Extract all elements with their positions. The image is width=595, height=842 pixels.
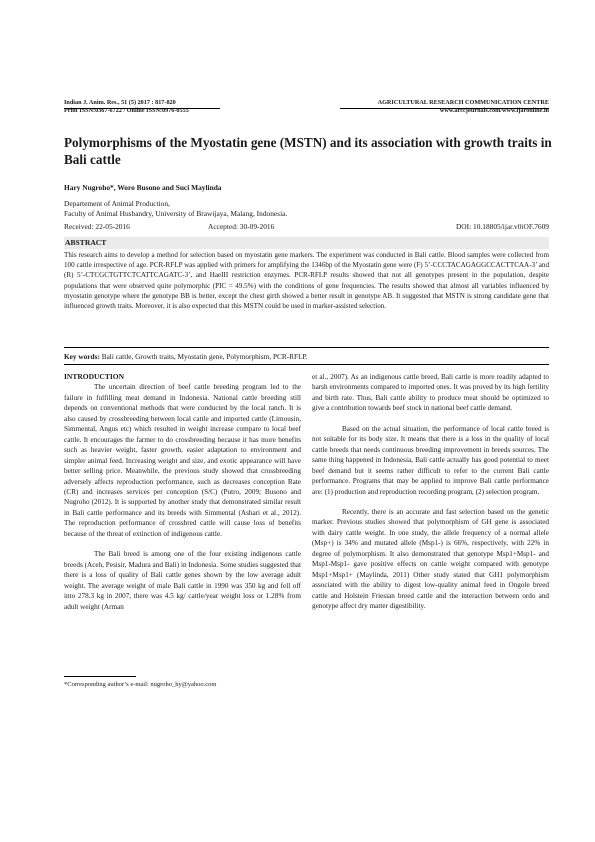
right-paragraph-3: Recently, there is an accurate and fast selection based on the genetic marker. Previous studies showed that polymorphism of GH gene is associated with dairy cattle weight. In one study, the allele frequency of a normal allele (Msp+) is 34% and mutated allele (Msp1-) is 66%, respectively, with 22% in degree of polymorphism. It also demonstrated that genotype Msp1+Msp1- and Msp1-Msp1- gave positive effects on cattle weight compared with genotype Msp1+Msp1+ (Maylinda, 2011) Other study stated that GH1 polymorphism associated with the ability to digest low-quality animal feed in Ongole breed cattle and Holstein Friesian breed cattle and the interaction between ordo and genotype affect dry matter digestibility.	[312, 507, 549, 611]
abstract-rule-top	[64, 347, 549, 348]
publisher-name: AGRICULTURAL RESEARCH COMMUNICATION CENTRE	[377, 99, 549, 106]
article-title: Polymorphisms of the Myostatin gene (MSTN) and its association with growth traits in Bali cattle	[64, 135, 552, 167]
doi: DOI: 10.18805/ijar.v0iOF.7609	[455, 222, 549, 231]
left-column	[64, 372, 301, 612]
left-paragraph-1: The uncertain direction of beef cattle breeding program led to the failure in fulfilling meat demand in Indonesia. National cattle breeding still depends on conventional methods that were conducted by the local ranch. It is also caused by crossbreeding between local cattle and imported cattle (Limousin, Simmental, Angus etc) which resulted in weight increase compare to local beef cattle. It encourages the farmer to do crossbreeding because it has more benefits such as heavier weight, faster growth, easier adaptation to environment and simpler animal feed. Increasing weight and size, and exotic appearance will have better selling price. Meanwhile, the previous study showed that crossbreeding adversely affects reproduction performance, such as decreases conception Rate (CR) and increases services per conception (S/C) (Putro, 2009; Busono and Nugroho (2012). It is supported by another study that demonstrated similar result in Bali cattle performance and its breeds with Simmental (Ashari et al., 2012). The reproduction performance of crossbred cattle will cause loss of benefits because of the threat of extinction of indigenous cattle.	[64, 383, 301, 538]
affiliation	[64, 199, 287, 220]
affiliation-department: Departement of Animal Production,	[64, 199, 170, 208]
introduction-heading: INTRODUCTION	[64, 372, 125, 381]
abstract-heading-bar	[64, 237, 549, 249]
keywords-text: Bali cattle, Growth traits, Myostatin gene, Polymorphism, PCR-RFLP.	[99, 352, 308, 361]
left-paragraph-2: The Bali breed is among one of the four existing indigenous cattle breeds (Aceh, Pesisir, Madura and Bali) in Indonesia. Some studies suggested that there is a loss of quality of Bali cattle genes shown by the low average adult weight. The average weight of male Bali cattle in 1990 was 350 kg and fell off into 278.3 kg in 2007, there was 4.5 kg/ cattle/year weight loss or 1.28% from adult weight (Arman	[64, 550, 301, 611]
keywords-rule	[64, 364, 549, 365]
header-rule-right	[340, 108, 549, 109]
abstract-heading: ABSTRACT	[65, 238, 107, 247]
header-rule-left	[64, 108, 220, 109]
author-list: Hary Nugroho*, Woro Busono and Suci Maylinda	[64, 183, 222, 192]
issn-line: Print ISSN:0367-6722 / Online ISSN:0976-0555	[64, 107, 189, 115]
accepted-date: Accepted: 30-09-2016	[208, 222, 275, 231]
right-paragraph-2: Based on the actual situation, the performance of local cattle breed is not suitable for its body size. It means that there is a loss in the quality of local cattle breeds that needs continuous breeding improvement in breeds sources. The same thing happened in Indonesia, Bali cattle actually has good potential to meet beef demand but it seems rather difficult to refer to the current Bali cattle performance. Programs that may be applied to improve Bali cattle performance are: (1) production and reproduction recording program, (2) selection program.	[312, 424, 549, 496]
corresponding-author-footnote: *Corresponding author’s e-mail: nugroho_hy@yahoo.com	[64, 681, 217, 688]
keywords-label: Key words:	[64, 352, 100, 361]
received-date: Received: 22-05-2016	[64, 222, 130, 231]
right-column	[312, 372, 549, 612]
publisher-websites: www.arccjournals.com/www.ijaronline.in	[439, 107, 549, 115]
affiliation-faculty: Faculty of Animal Husbandry, University of Brawijaya, Malang, Indonesia.	[64, 209, 288, 219]
right-paragraph-1: et al., 2007). As an indigenous cattle breed, Bali cattle is more readily adapted to harsh environments compared to imported ones. It was proved by its high fertility and birth rate. Thus, Bali cattle ability to produce meat should be optimized to give a contribution towards beef stock in national beef cattle demand.	[312, 373, 549, 413]
footnote-rule	[64, 676, 136, 677]
abstract-text: This research aims to develop a method for selection based on myostatin gene markers. The experiment was conducted in Bali cattle. Blood samples were collected from 100 cattle irrespective of age. PCR-RFLP was applied with primers for amplifying the 1346bp of the Myostatin gene were (F) 5’-CCCTACAGAGGCCACTTCAA-3’ and (R) 5’-CTCGCTGTTCTCATTCAGATC-3’, and HaeIII restriction enzymes. PCR-RFLP results showed that not all genotypes present in the population, despite populations that were observed quite polymorphic (PIC = 49.5%) with the conditions of gene frequencies. The results showed that almost all variables influenced by myostatin genotype where the genotype BB is better, except the chest girth showed a better result in genotype AB. It suggested that MSTN is strong candidate gene that influenced growth traits. Moreover, it is also expected that this MSTN could be used in marker-assisted selection.	[64, 251, 549, 311]
keywords-line	[64, 352, 549, 362]
journal-citation: Indian J. Anim. Res., 51 (5) 2017 : 817-820	[64, 99, 176, 106]
